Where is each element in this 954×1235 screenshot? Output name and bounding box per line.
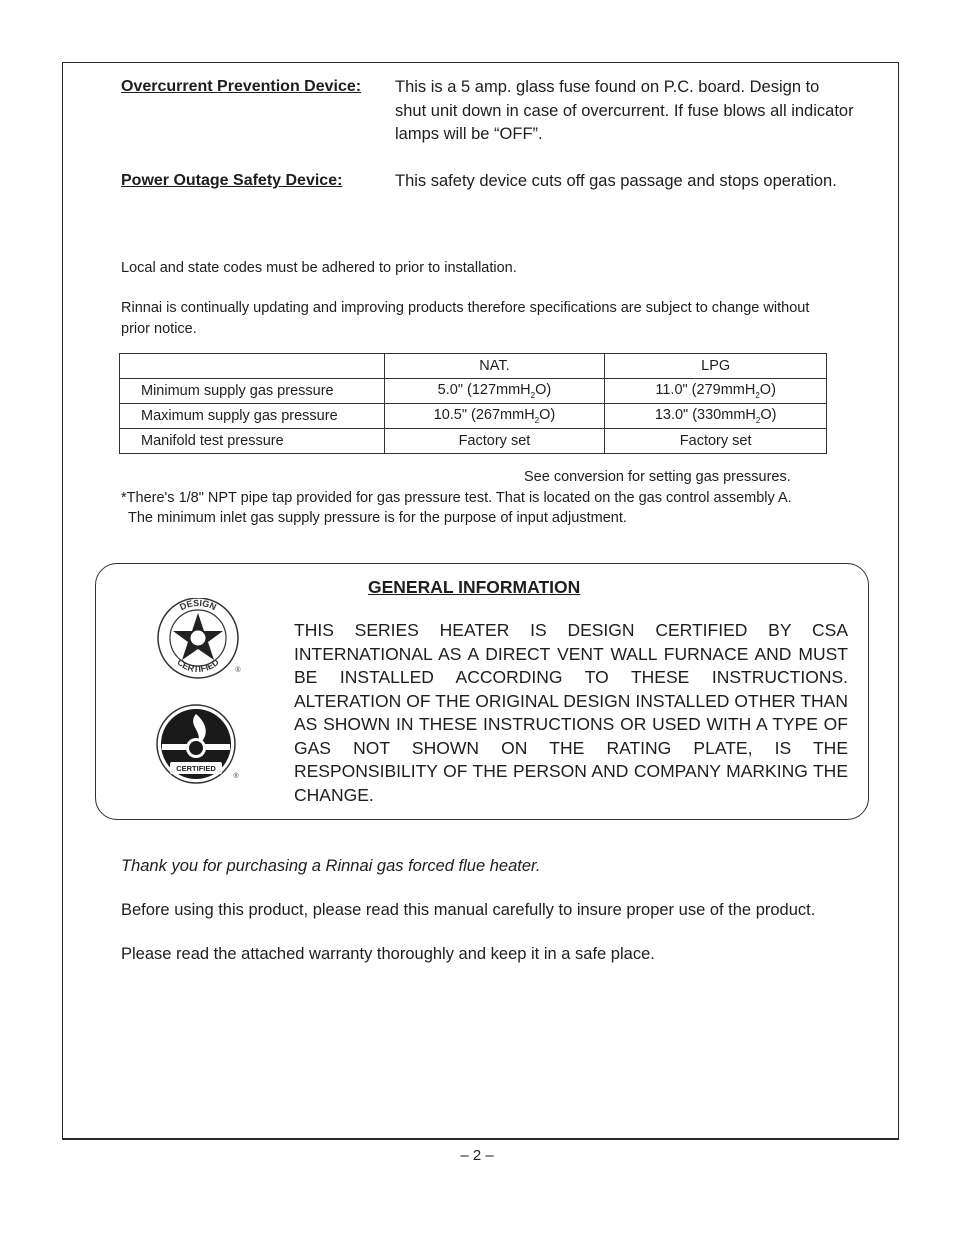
nat-value: 10.5" (267mmH$_2$O) — [384, 404, 605, 429]
power-outage-label: Power Outage Safety Device: — [121, 172, 343, 189]
table-header-nat: NAT. — [384, 354, 605, 379]
svg-text:DESIGN: DESIGN — [178, 598, 218, 613]
conversion-note: See conversion for setting gas pressures. — [524, 469, 791, 485]
overcurrent-text: This is a 5 amp. glass fuse found on P.C. board. Design to shut unit down in case of overcurrent. If fuse blows all indicator lamps will be “OFF”. — [395, 78, 854, 143]
lpg-value: Factory set — [605, 429, 827, 454]
lpg-value: 11.0" (279mmH$_2$O) — [605, 379, 827, 404]
design-certified-logo — [156, 598, 242, 680]
svg-text:CERTIFIED: CERTIFIED — [175, 656, 221, 675]
pipe-tap-note: *There's 1/8" NPT pipe tap provided for gas pressure test. That is located on the gas control assembly A. — [121, 490, 792, 506]
table-header-lpg: LPG — [605, 354, 827, 379]
updates-note: Rinnai is continually updating and improving products therefore specifications are subject to change without prior notice. — [121, 300, 810, 337]
thank-you-text: Thank you for purchasing a Rinnai gas forced flue heater. — [121, 857, 541, 875]
read-manual-text: Before using this product, please read this manual carefully to insure proper use of the product. — [121, 901, 816, 919]
certified-flame-logo — [156, 704, 242, 786]
table-row — [120, 404, 827, 429]
codes-note: Local and state codes must be adhered to prior to installation. — [121, 260, 517, 276]
general-information-text: THIS SERIES HEATER IS DESIGN CERTIFIED BY CSA INTERNATIONAL AS A DIRECT VENT WALL FURNACE AND MUST BE INSTALLED ACCORDING TO THESE INSTRUCTIONS. ALTERATION OF THE ORIGINAL DESIGN INSTALLED OTHER THAN AS SHOWN IN THESE INSTRUCTIONS OR USED WITH A TYPE OF GAS NOT SHOWN ON THE RATING PLATE, IS THE RESPONSIBILITY OF THE PERSON AND COMPANY MARKING THE CHANGE. — [294, 620, 848, 805]
table-header-row — [120, 354, 827, 379]
row-label: Minimum supply gas pressure — [120, 379, 385, 404]
table-row — [120, 379, 827, 404]
inlet-note: The minimum inlet gas supply pressure is for the purpose of input adjustment. — [128, 510, 627, 526]
warranty-text: Please read the attached warranty thoroughly and keep it in a safe place. — [121, 945, 655, 963]
table-row — [120, 429, 827, 454]
power-outage-text: This safety device cuts off gas passage and stops operation. — [395, 172, 837, 190]
svg-text:CERTIFIED: CERTIFIED — [176, 764, 216, 773]
svg-text:®: ® — [233, 773, 239, 780]
lpg-value: 13.0" (330mmH$_2$O) — [605, 404, 827, 429]
row-label: Maximum supply gas pressure — [120, 404, 385, 429]
row-label: Manifold test pressure — [120, 429, 385, 454]
page-number: – 2 – — [460, 1147, 494, 1164]
gas-pressure-table — [119, 353, 827, 454]
overcurrent-label: Overcurrent Prevention Device: — [121, 78, 362, 95]
nat-value: 5.0" (127mmH$_2$O) — [384, 379, 605, 404]
table-header-cell — [120, 354, 385, 379]
general-information-title: GENERAL INFORMATION — [368, 577, 581, 597]
nat-value: Factory set — [384, 429, 605, 454]
svg-text:®: ® — [235, 667, 241, 674]
